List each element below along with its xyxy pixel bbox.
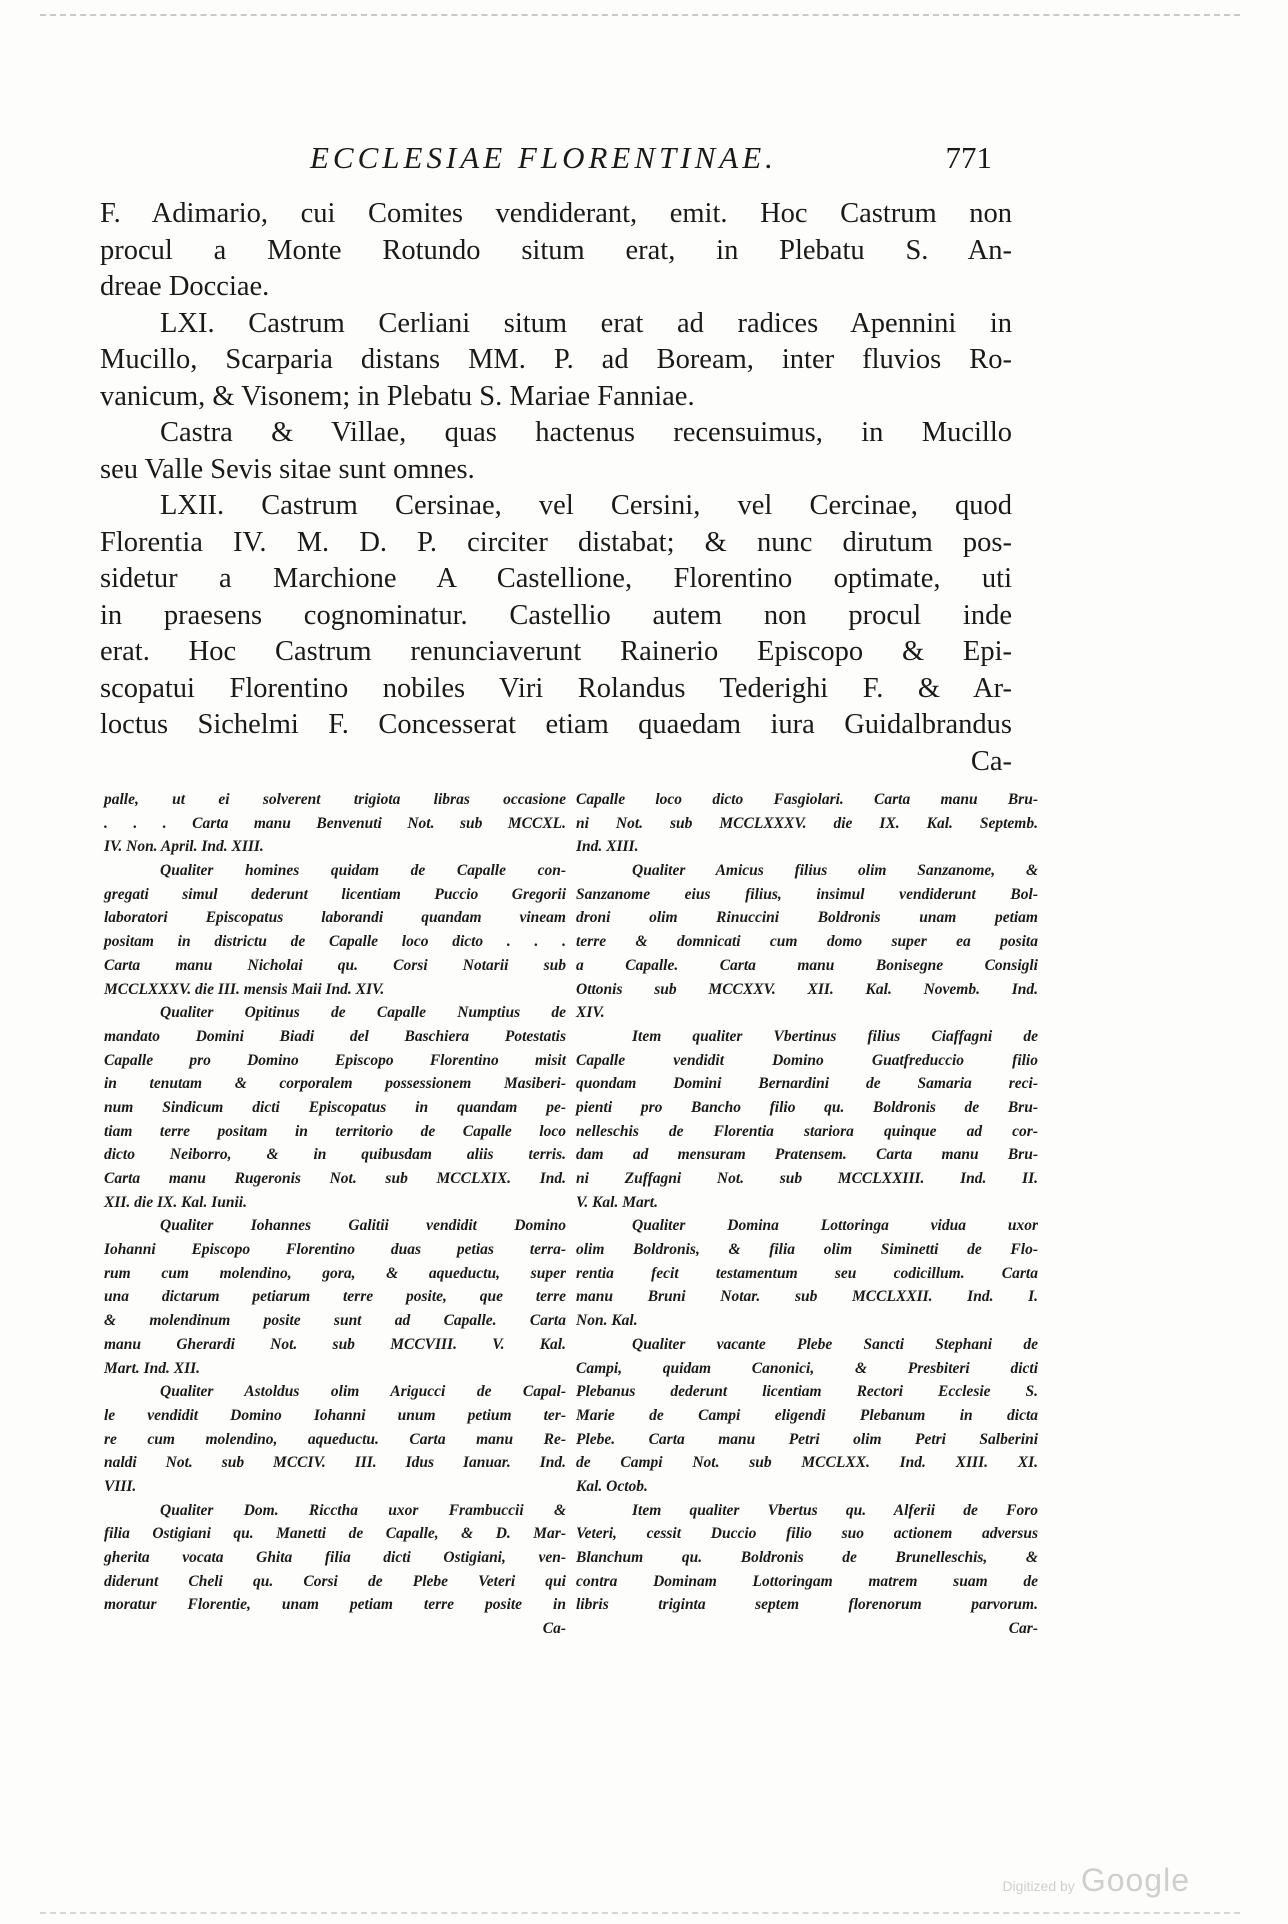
- body-text-line: vanicum, & Visonem; in Plebatu S. Mariae Fanniae.: [100, 380, 695, 412]
- footnote-line: droni olim Rinuccini Boldronis unam petiam: [576, 909, 1038, 927]
- footnote-line: Item qualiter Vbertinus filius Ciaffagni de: [632, 1027, 1038, 1045]
- footnote-line: Item qualiter Vbertus qu. Alferii de Foro: [632, 1501, 1038, 1519]
- footnote-line: Sanzanome eius filius, insimul vendiderunt Bol-: [576, 885, 1038, 903]
- footnote-line: num Sindicum dicti Episcopatus in quandam pe-: [104, 1098, 566, 1116]
- footnote-line: Capalle loco dicto Fasgiolari. Carta manu Bru-: [576, 791, 1038, 808]
- footnote-line: palle, ut ei solverent trigiota libras occasione: [104, 791, 566, 808]
- body-text-line: sidetur a Marchione A Castellione, Florentino optimate, uti: [100, 563, 1012, 594]
- footnote-line: dam ad mensuram Pratensem. Carta manu Bru-: [576, 1146, 1038, 1164]
- footnote-line: Qualiter Amicus filius olim Sanzanome, &: [632, 862, 1038, 880]
- running-head: ECCLESIAE FLORENTINAE.: [310, 140, 777, 175]
- footnote-line: naldi Not. sub MCCIV. III. Idus Ianuar. Ind.: [104, 1454, 566, 1472]
- watermark-brand: Google: [1080, 1862, 1190, 1898]
- footnote-line: V. Kal. Mart.: [576, 1193, 658, 1211]
- body-text-line: loctus Sichelmi F. Concesserat etiam quaedam iura Guidalbrandus: [100, 709, 1012, 740]
- footnote-line: XIV.: [576, 1004, 605, 1022]
- body-text-line: dreae Docciae.: [100, 271, 270, 302]
- footnote-line: Marie de Campi eligendi Plebanum in dicta: [576, 1406, 1038, 1424]
- footnote-line: a Capalle. Carta manu Bonisegne Consigli: [576, 956, 1038, 974]
- footnote-line: moratur Florentie, unam petiam terre posite in: [104, 1596, 566, 1614]
- footnote-line: rentia fecit testamentum seu codicillum. Carta: [576, 1264, 1038, 1282]
- top-decorative-rule: [40, 14, 1240, 16]
- footnote-line: Carta manu Rugeronis Not. sub MCCLXIX. Ind.: [104, 1170, 566, 1187]
- footnote-line: mandato Domini Biadi del Baschiera Potestatis: [104, 1027, 566, 1045]
- footnote-line: Qualiter vacante Plebe Sancti Stephani de: [632, 1335, 1038, 1353]
- main-text-block: [100, 196, 1012, 780]
- footnote-line: Qualiter homines quidam de Capalle con-: [160, 862, 566, 880]
- footnote-line: le vendidit Domino Iohanni unum petium ter-: [104, 1406, 566, 1424]
- footnote-line: Mart. Ind. XII.: [104, 1359, 201, 1377]
- footnote-line: Capalle pro Domino Episcopo Florentino misit: [104, 1051, 566, 1069]
- body-text-line: scopatui Florentino nobiles Viri Rolandus Tederighi F. & Ar-: [100, 672, 1012, 704]
- body-text-line: Castra & Villae, quas hactenus recensuimus, in Mucillo: [160, 417, 1012, 448]
- footnotes-left-column: [104, 788, 566, 1641]
- footnote-line: Blanchum qu. Boldronis de Brunelleschis, &: [576, 1549, 1038, 1566]
- footnote-line: MCCLXXXV. die III. mensis Maii Ind. XIV.: [104, 980, 385, 998]
- footnote-line: quondam Domini Bernardini de Samaria reci-: [576, 1075, 1038, 1093]
- footnote-line: una dictarum petiarum terre posite, que terre: [104, 1288, 566, 1306]
- body-text-line: procul a Monte Rotundo situm erat, in Plebatu S. An-: [100, 234, 1012, 266]
- footnote-line: Qualiter Opitinus de Capalle Numptius de: [160, 1004, 566, 1022]
- footnote-line: re cum molendino, aqueductu. Carta manu Re-: [104, 1430, 566, 1448]
- footnote-line: Plebanus dederunt licentiam Rectori Ecclesie S.: [576, 1383, 1038, 1401]
- footnote-line: olim Boldronis, & filia olim Siminetti de Flo-: [576, 1241, 1038, 1259]
- body-text-line: seu Valle Sevis sitae sunt omnes.: [100, 453, 475, 485]
- body-text-line: LXII. Castrum Cersinae, vel Cersini, vel Cercinae, quod: [160, 490, 1012, 521]
- footnote-line: gregati simul dederunt licentiam Puccio Gregorii: [104, 885, 566, 903]
- body-text-line: Ca-: [970, 745, 1012, 777]
- footnote-line: contra Dominam Lottoringam matrem suam de: [576, 1572, 1038, 1590]
- footnote-line: XII. die IX. Kal. Iunii.: [104, 1193, 247, 1211]
- footnote-line: filia Ostigiani qu. Manetti de Capalle, & D. Mar-: [104, 1525, 566, 1543]
- footnote-line: libris triginta septem florenorum parvorum.: [576, 1596, 1038, 1614]
- footnote-line: Qualiter Astoldus olim Arigucci de Capal-: [160, 1383, 566, 1401]
- footnote-line: in tenutam & corporalem possessionem Masiberi-: [104, 1075, 566, 1093]
- body-text-line: F. Adimario, cui Comites vendiderant, emit. Hoc Castrum non: [100, 198, 1012, 229]
- bottom-decorative-rule: [40, 1912, 1240, 1914]
- footnote-line: Qualiter Domina Lottoringa vidua uxor: [632, 1217, 1038, 1235]
- footnotes-right-column: [576, 788, 1038, 1641]
- footnote-line: Car-: [1008, 1620, 1038, 1638]
- footnote-line: & molendinum posite sunt ad Capalle. Carta: [104, 1312, 566, 1330]
- body-text-line: in praesens cognominatur. Castellio autem non procul inde: [100, 599, 1012, 631]
- footnote-line: IV. Non. April. Ind. XIII.: [104, 838, 264, 856]
- footnote-line: . . . Carta manu Benvenuti Not. sub MCCXL.: [104, 814, 566, 832]
- footnote-line: Non. Kal.: [576, 1312, 638, 1330]
- footnote-line: dicto Neiborro, & in quibusdam aliis terris.: [104, 1146, 566, 1164]
- footnote-line: Capalle vendidit Domino Guatfreduccio filio: [576, 1051, 1038, 1069]
- footnote-line: manu Bruni Notar. sub MCCLXXII. Ind. I.: [576, 1288, 1038, 1306]
- watermark-prefix: Digitized by: [1002, 1878, 1075, 1894]
- body-text-line: Florentia IV. M. D. P. circiter distabat; & nunc dirutum pos-: [100, 526, 1012, 558]
- footnote-line: ni Not. sub MCCLXXXV. die IX. Kal. Septemb.: [576, 814, 1038, 832]
- footnote-line: diderunt Cheli qu. Corsi de Plebe Veteri qui: [104, 1572, 566, 1590]
- footnote-line: tiam terre positam in territorio de Capalle loco: [104, 1122, 566, 1140]
- footnote-line: Qualiter Dom. Ricctha uxor Frambuccii &: [160, 1501, 566, 1519]
- footnote-line: VIII.: [104, 1477, 137, 1495]
- footnote-line: ni Zuffagni Not. sub MCCLXXIII. Ind. II.: [576, 1170, 1038, 1187]
- footnote-line: Plebe. Carta manu Petri olim Petri Salberini: [576, 1430, 1038, 1448]
- footnote-line: manu Gherardi Not. sub MCCVIII. V. Kal.: [104, 1335, 566, 1353]
- footnote-line: Veteri, cessit Duccio filio suo actionem adversus: [576, 1525, 1038, 1543]
- footnote-line: Ca-: [542, 1620, 566, 1638]
- footnote-line: Kal. Octob.: [576, 1477, 648, 1495]
- footnote-line: pienti pro Bancho filio qu. Boldronis de Bru-: [576, 1098, 1038, 1116]
- body-text-line: Mucillo, Scarparia distans MM. P. ad Boream, inter fluvios Ro-: [100, 344, 1012, 375]
- body-text-line: LXI. Castrum Cerliani situm erat ad radices Apennini in: [160, 307, 1012, 339]
- body-text-line: erat. Hoc Castrum renunciaverunt Rainerio Episcopo & Epi-: [100, 636, 1012, 667]
- footnote-line: Qualiter Iohannes Galitii vendidit Domino: [160, 1217, 566, 1235]
- page-number: 771: [945, 140, 992, 175]
- footnote-line: Ind. XIII.: [576, 838, 639, 856]
- footnote-line: positam in districtu de Capalle loco dicto . . .: [104, 933, 566, 951]
- footnote-line: terre & domnicati cum domo super ea posita: [576, 933, 1038, 951]
- footnote-line: laboratori Episcopatus laborandi quandam vineam: [104, 909, 566, 927]
- footnote-line: rum cum molendino, gora, & aqueductu, super: [104, 1264, 566, 1282]
- footnote-line: gherita vocata Ghita filia dicti Ostigiani, ven-: [104, 1549, 566, 1566]
- footnote-line: Campi, quidam Canonici, & Presbiteri dicti: [576, 1359, 1038, 1377]
- footnote-line: Carta manu Nicholai qu. Corsi Notarii sub: [104, 956, 566, 974]
- footnote-line: de Campi Not. sub MCCLXX. Ind. XIII. XI.: [576, 1454, 1038, 1472]
- footnote-line: nelleschis de Florentia stariora quinque ad cor-: [576, 1122, 1038, 1140]
- footnote-line: Ottonis sub MCCXXV. XII. Kal. Novemb. Ind.: [576, 980, 1038, 998]
- digitized-by-google-watermark: [930, 1862, 1190, 1902]
- footnote-line: Iohanni Episcopo Florentino duas petias terra-: [104, 1241, 566, 1259]
